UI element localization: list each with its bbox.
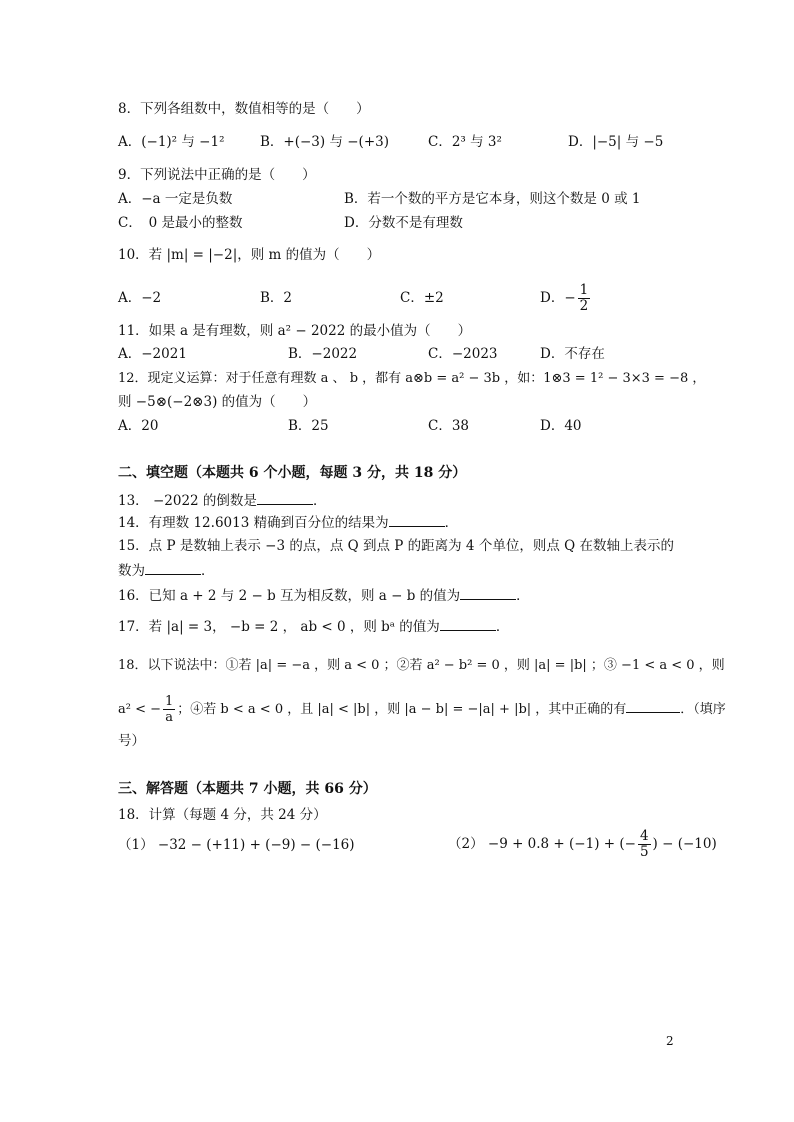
- q13: [118, 490, 326, 510]
- q12-option-c: C．38: [428, 418, 470, 434]
- q12-option-a: A．20: [118, 418, 159, 434]
- s3-q18-part1: （1） −32 − (+11) + (−9) − (−16): [118, 837, 355, 853]
- period: ．: [444, 515, 459, 531]
- q11-option-b: B．−2022: [288, 346, 358, 362]
- period: ．: [312, 493, 327, 509]
- answer-blank: [440, 616, 496, 631]
- q10-option-d-prefix: D．−: [540, 290, 576, 306]
- q16: [118, 585, 530, 605]
- q18-line1: 18．以下说法中：①若 |a| = −a ，则 a < 0 ；②若 a² − b² = 0 ，则 |a| = |b| ；③ −1 < a < 0 ，则: [118, 658, 725, 673]
- q11-option-d: D．不存在: [540, 346, 605, 362]
- q12-option-d: D．40: [540, 418, 582, 434]
- answer-blank: [389, 512, 445, 527]
- q12-stem-line2: 则 −5⊗(−2⊗3) 的值为（ ）: [118, 394, 317, 410]
- q10-option-d: [540, 280, 592, 316]
- q10-stem: 10．若 |m| = |−2|，则 m 的值为（ ）: [118, 247, 381, 263]
- q12-option-b: B．25: [288, 418, 329, 434]
- q8-option-d: D．|−5| 与 −5: [568, 134, 664, 150]
- section3-title: 三、解答题（本题共 7 小题，共 66 分）: [118, 781, 377, 797]
- q15-line2: [118, 560, 215, 580]
- q9-option-b: B．若一个数的平方是它本身，则这个数是 0 或 1: [344, 191, 641, 207]
- q15-text: 数为: [118, 563, 145, 579]
- period: ．: [495, 619, 510, 635]
- q10-option-a: A．−2: [118, 290, 162, 306]
- q18-fraction: [163, 694, 175, 725]
- answer-blank: [257, 490, 313, 505]
- q8-option-c: C．2³ 与 3²: [428, 134, 502, 150]
- q11-stem: 11．如果 a 是有理数，则 a² − 2022 的最小值为（ ）: [118, 323, 472, 339]
- q8-stem: 8．下列各组数中，数值相等的是（ ）: [118, 101, 370, 117]
- q11-option-c: C．−2023: [428, 346, 498, 362]
- q8-option-b: B．+(−3) 与 −(+3): [260, 134, 389, 150]
- page-number: 2: [666, 1034, 674, 1048]
- q18-text-tail: ．（填序: [680, 702, 726, 717]
- q9-option-c: C． 0 是最小的整数: [118, 215, 243, 231]
- q10-option-c: C．±2: [400, 290, 444, 306]
- fraction-denominator: 2: [579, 298, 589, 314]
- q14-text: 14．有理数 12.6013 精确到百分位的结果为: [118, 515, 389, 531]
- fraction-numerator: 1: [165, 694, 174, 709]
- q17: [118, 616, 509, 636]
- fraction-numerator: 4: [639, 828, 649, 844]
- part2-text-pre: （2） −9 + 0.8 + (−1) + (−: [448, 836, 636, 852]
- fraction-denominator: a: [165, 710, 174, 725]
- s3-q18-stem: 18．计算（每题 4 分，共 24 分）: [118, 807, 327, 823]
- q14: [118, 512, 458, 532]
- q16-text: 16．已知 a + 2 与 2 − b 互为相反数，则 a − b 的值为: [118, 588, 461, 604]
- q9-stem: 9．下列说法中正确的是（ ）: [118, 167, 316, 183]
- fraction-denominator: 5: [639, 844, 649, 860]
- q9-option-d: D．分数不是有理数: [344, 215, 463, 231]
- section2-title: 二、填空题（本题共 6 个小题，每题 3 分，共 18 分）: [118, 465, 467, 481]
- q17-text: 17．若 |a| = 3， −b = 2 ， ab < 0 ，则 bᵃ 的值为: [118, 619, 440, 635]
- q15-line1: 15．点 P 是数轴上表示 −3 的点，点 Q 到点 P 的距离为 4 个单位，则点 Q 在数轴上表示的: [118, 538, 674, 554]
- q18-text-pre: a² < −: [118, 702, 162, 717]
- part2-fraction: [638, 829, 651, 860]
- q18-line3: 号）: [118, 733, 145, 749]
- period: ．: [516, 588, 530, 604]
- part2-text-post: ) − (−10): [652, 836, 717, 852]
- s3-q18-part2: [448, 826, 717, 862]
- answer-blank: [460, 585, 516, 600]
- q18-text-post: ；④若 b < a < 0 ，且 |a| < |b| ，则 |a − b| = −|a| + |b| ，其中正确的有: [177, 702, 627, 717]
- q10-option-d-fraction: [578, 283, 591, 314]
- period: ．: [201, 563, 215, 579]
- q13-text: 13． −2022 的倒数是: [118, 493, 257, 509]
- q8-option-a: A．(−1)² 与 −1²: [118, 134, 225, 150]
- q18-line2: [118, 692, 726, 728]
- answer-blank: [145, 560, 201, 575]
- fraction-numerator: 1: [579, 282, 589, 298]
- q9-option-a: A．−a 一定是负数: [118, 191, 233, 207]
- q10-option-b: B．2: [260, 290, 293, 306]
- q12-stem-line1: 12．现定义运算：对于任意有理数 a 、 b ，都有 a⊗b = a² − 3b ，如：1⊗3 = 1² − 3×3 = −8 ，: [118, 371, 706, 386]
- q11-option-a: A．−2021: [118, 346, 187, 362]
- answer-blank: [626, 698, 680, 713]
